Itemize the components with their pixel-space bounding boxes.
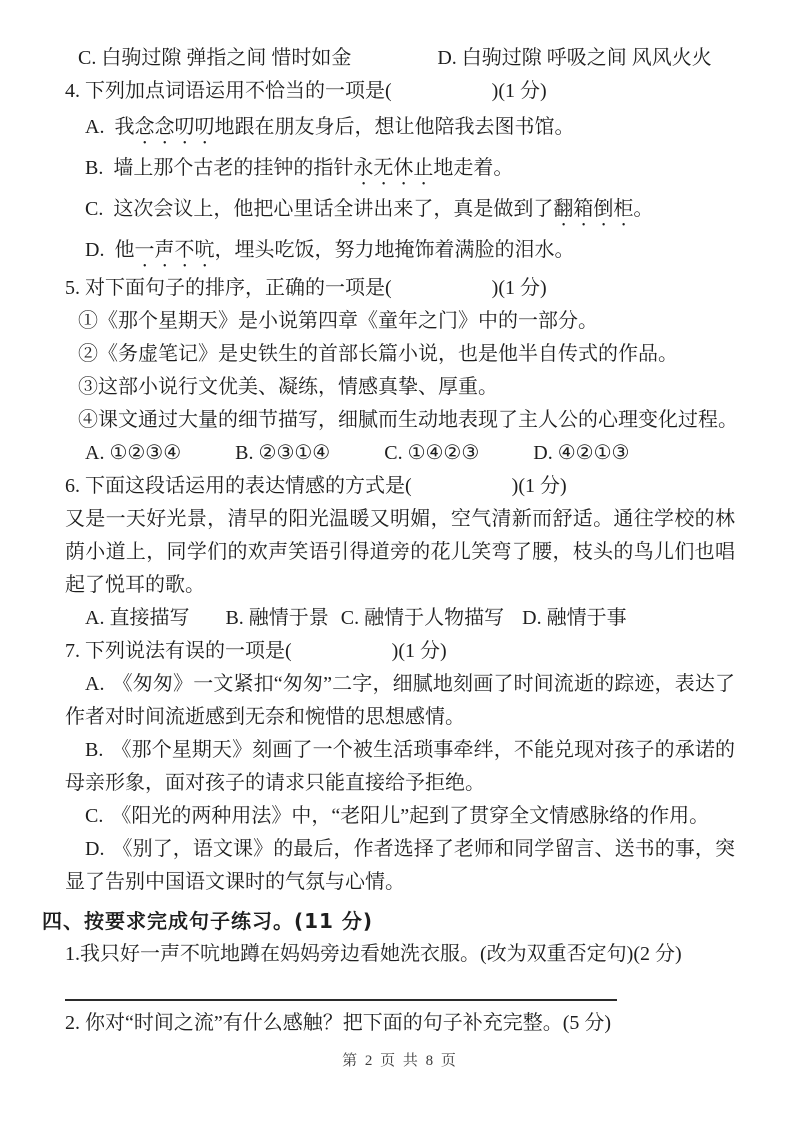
page-footer: 第 2 页 共 8 页 xyxy=(342,1053,458,1069)
question-5-option-c: C. ①④②③ xyxy=(384,442,480,464)
option-label: A. xyxy=(85,673,105,695)
section-4-question-1: 1.我只好一声不吭地蹲在妈妈旁边看她洗衣服。(改为双重否定句)(2 分) xyxy=(65,943,682,965)
option-text: 《阳光的两种用法》中，“老阳儿”起到了贯穿全文情感脉络的作用。 xyxy=(111,805,710,827)
question-7-header: 7. 下列说法有误的一项是( )(1 分) xyxy=(65,640,447,662)
question-4-option-d xyxy=(65,231,735,272)
question-6-option-c: C. 融情于人物描写 xyxy=(340,607,505,629)
question-6-option-b: B. 融情于景 xyxy=(225,607,329,629)
sentence-item-3: ③这部小说行文优美、凝练，情感真挚、厚重。 xyxy=(78,376,498,398)
question-5-option-b: B. ②③①④ xyxy=(235,442,331,464)
question-6-option-d: D. 融情于事 xyxy=(522,607,627,629)
option-text: 《那个星期天》刻画了一个被生活琐事牵绊，不能兑现对孩子的承诺的母亲形象，面对孩子的请求只能直接给予拒绝。 xyxy=(65,739,735,794)
question-4-option-a xyxy=(65,108,735,149)
option-text-post: 地跟在朋友身后，想让他陪我去图书馆。 xyxy=(214,116,575,138)
option-text-post: 地走着。 xyxy=(433,157,514,179)
question-6-passage: 又是一天好光景，清早的阳光温暖又明媚，空气清新而舒适。通往学校的林荫小道上，同学们的欢声笑语引得道旁的花儿笑弯了腰，枝头的鸟儿们也唱起了悦耳的歌。 xyxy=(65,508,735,596)
section-4-question-2: 2. 你对“时间之流”有什么感触？把下面的句子补充完整。(5 分) xyxy=(65,1012,612,1034)
option-text: 《别了，语文课》的最后，作者选择了老师和同学留言、送书的事，突显了告别中国语文课时的气氛与心情。 xyxy=(65,838,735,893)
question-4-option-b xyxy=(65,149,735,190)
question-4-option-c xyxy=(65,190,735,231)
question-5-option-d: D. ④②①③ xyxy=(533,442,630,464)
section-4-header: 四、按要求完成句子练习。(11 分) xyxy=(42,909,374,933)
question-7-option-c xyxy=(65,800,735,833)
option-text: 《匆匆》一文紧扣“匆匆”二字，细腻地刻画了时间流逝的踪迹，表达了作者对时间流逝感到无奈和惋惜的思想感情。 xyxy=(65,673,735,728)
option-label: D. xyxy=(85,239,105,261)
question-6-header: 6. 下面这段话运用的表达情感的方式是( )(1 分) xyxy=(65,475,567,497)
question-5-option-a: A. ①②③④ xyxy=(85,442,182,464)
question-5-sentences xyxy=(65,305,738,437)
answer-blank-line xyxy=(65,971,617,1001)
option-text-post: ，埋头吃饭，努力地掩饰着满脸的泪水。 xyxy=(214,239,575,261)
sentence-item-4: ④课文通过大量的细节描写，细腻而生动地表现了主人公的心理变化过程。 xyxy=(78,409,738,431)
question-6-options xyxy=(65,602,735,635)
question-7-option-b xyxy=(65,734,735,800)
emphasized-word: 一声不吭 xyxy=(134,239,215,261)
emphasized-word: 念念叨叨 xyxy=(134,116,215,138)
sentence-item-1: ①《那个星期天》是小说第四章《童年之门》中的一部分。 xyxy=(78,310,598,332)
question-5-options xyxy=(65,437,735,470)
sentence-item-2: ②《务虚笔记》是史铁生的首部长篇小说，也是他半自传式的作品。 xyxy=(78,343,678,365)
emphasized-word: 翻箱倒柜 xyxy=(553,198,634,220)
option-label: C. xyxy=(85,805,104,827)
option-text-pre: 他 xyxy=(114,239,135,261)
question-4-options xyxy=(65,108,735,272)
option-text-pre: 我 xyxy=(114,116,135,138)
option-label: B. xyxy=(85,739,104,761)
option-text-pre: 墙上那个古老的挂钟的指针 xyxy=(113,157,354,179)
question-7-option-d xyxy=(65,833,735,899)
option-label: D. xyxy=(85,838,105,860)
option-text-post: 。 xyxy=(633,198,654,220)
question-5-header: 5. 对下面句子的排序，正确的一项是( )(1 分) xyxy=(65,277,547,299)
option-text-pre: 这次会议上，他把心里话全讲出来了，真是做到了 xyxy=(113,198,554,220)
option-label: B. xyxy=(85,157,104,179)
emphasized-word: 永无休止 xyxy=(353,157,434,179)
question-4-header: 4. 下列加点词语运用不恰当的一项是( )(1 分) xyxy=(65,80,547,102)
option-label: A. xyxy=(85,116,105,138)
question-7-options xyxy=(65,668,735,899)
prev-question-options-line xyxy=(65,42,735,75)
prev-option-c: C. 白驹过隙 弹指之间 惜时如金 xyxy=(78,47,352,69)
question-6-option-a: A. 直接描写 xyxy=(85,607,190,629)
question-7-option-a xyxy=(65,668,735,734)
option-label: C. xyxy=(85,198,104,220)
prev-option-d: D. 白驹过隙 呼吸之间 风风火火 xyxy=(437,47,712,69)
